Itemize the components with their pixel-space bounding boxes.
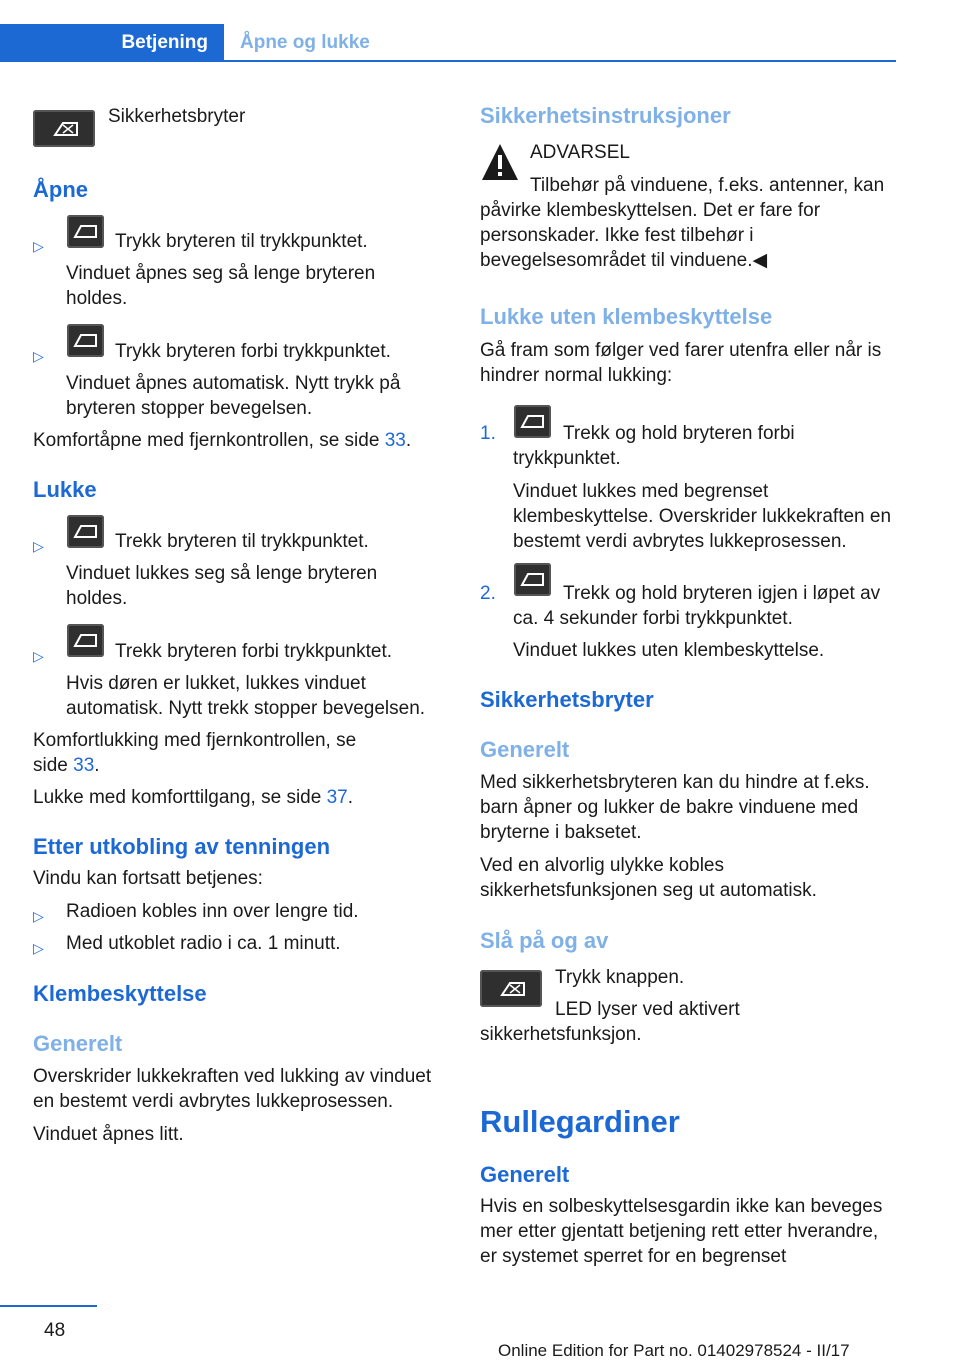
after-intro: Vindu kan fortsatt betjenes: — [33, 868, 263, 889]
page-number: 48 — [44, 1320, 66, 1341]
comfort-open-text: Komfortåpne med fjernkontrollen, se side 33. — [33, 430, 412, 451]
open-item2-desc: Vinduet åpnes automatisk. Nytt trykk på bryteren stopper bevegelsen. — [66, 373, 401, 419]
open-item1-desc: Vinduet åpnes seg så lenge bryteren holdes. — [66, 263, 376, 309]
step2-desc: Vinduet lukkes uten klembeskyttelse. — [513, 640, 825, 661]
tab-betjening[interactable]: Betjening — [0, 24, 224, 61]
switch-text1: Med sikkerhetsbryteren kan du hindre at f.eks. barn åpner og lukker de bakre vinduene med bryterne i baksetet. — [480, 772, 870, 843]
step1-desc: Vinduet lukkes med begrenset klembeskyttelse. Overskrider lukkekraften en bestemt verdi avbrytes lukkeprosessen. — [513, 481, 892, 552]
heading-safety-switch: Sikkerhetsbryter — [480, 687, 654, 712]
heading-safety-instructions: Sikkerhetsinstruksjoner — [480, 103, 731, 128]
close-item2-desc: Hvis døren er lukket, lukkes vinduet automatisk. Nytt trekk stopper bevegelsen. — [66, 673, 426, 719]
bullet-icon: ▷ — [33, 908, 44, 924]
heading-after-ignition: Etter utkobling av tenningen — [33, 834, 331, 859]
window-switch-icon — [67, 624, 104, 657]
after-item1: Radioen kobles inn over lengre tid. — [66, 901, 359, 922]
open-item1-line: Trykk bryteren til trykkpunktet. — [115, 231, 368, 252]
edition-note: Online Edition for Part no. 01402978524 - II/17 — [498, 1341, 850, 1360]
onoff-line1: Trykk knappen. — [555, 967, 685, 988]
heading-blinds: Rullegardiner — [480, 1104, 680, 1139]
heading-pinch: Klembeskyttelse — [33, 981, 207, 1006]
window-switch-icon — [67, 515, 104, 548]
comfort-open-label: Komfortåpne med fjernkontrollen, se side — [33, 430, 385, 451]
close-without-intro: Gå fram som følger ved farer utenfra eller når is hindrer normal lukking: — [480, 340, 882, 386]
subheading-general: Generelt — [480, 737, 570, 762]
comfort-access-text: Lukke med komforttilgang, se side 37. — [33, 787, 354, 808]
heading-on-off: Slå på og av — [480, 928, 609, 953]
subheading-general: Generelt — [480, 1162, 570, 1187]
bullet-icon: ▷ — [33, 238, 44, 254]
after-item2: Med utkoblet radio i ca. 1 minutt. — [66, 933, 341, 954]
warning-text: Tilbehør på vinduene, f.eks. antenner, kan påvirke klembeskyttelsen. Det er fare for personskader. Ikke fest tilbehør i bevegelsesområdet til vinduene.◀ — [480, 175, 885, 271]
header-divider — [0, 60, 896, 62]
open-item2-line: Trykk bryteren forbi trykkpunktet. — [115, 341, 391, 362]
close-item2-line: Trekk bryteren forbi trykkpunktet. — [115, 641, 393, 662]
comfort-close-label: Komfortlukking med fjernkontrollen, se side — [33, 730, 357, 776]
pinch-text2: Vinduet åpnes litt. — [33, 1124, 184, 1145]
window-switch-icon — [67, 215, 104, 248]
close-item1-desc: Vinduet lukkes seg så lenge bryteren holdes. — [66, 563, 378, 609]
safety-switch-label: Sikkerhetsbryter — [108, 106, 246, 127]
heading-close: Lukke — [33, 477, 97, 502]
heading-close-without-protection: Lukke uten klembeskyttelse — [480, 304, 773, 329]
page-link[interactable]: 33 — [384, 430, 406, 451]
pinch-text1: Overskrider lukkekraften ved lukking av vinduet en bestemt verdi avbrytes lukkeprosessen. — [33, 1066, 432, 1112]
switch-text2: Ved en alvorlig ulykke kobles sikkerhetsfunksjonen seg ut automatisk. — [480, 855, 817, 901]
bullet-icon: ▷ — [33, 648, 44, 664]
window-switch-icon — [67, 324, 104, 357]
bullet-icon: ▷ — [33, 348, 44, 364]
safety-switch-icon — [33, 110, 95, 147]
blinds-text: Hvis en solbeskyttelsesgardin ikke kan beveges mer etter gjentatt betjening rett etter hverandre, er systemet sperret for en begrenset — [480, 1196, 883, 1267]
bullet-icon: ▷ — [33, 940, 44, 956]
warning-label: ADVARSEL — [530, 142, 630, 163]
onoff-line2: LED lyser ved aktivert sikkerhetsfunksjon. — [480, 999, 740, 1045]
tab-open-close[interactable]: Åpne og lukke — [240, 32, 370, 53]
footer-divider — [0, 1305, 97, 1307]
bullet-icon: ▷ — [33, 538, 44, 554]
page-link[interactable]: 33 — [73, 755, 95, 776]
step2-line: Trekk og hold bryteren igjen i løpet av ca. 4 sekunder forbi trykkpunktet. — [513, 583, 881, 629]
subheading-general: Generelt — [33, 1031, 123, 1056]
page-link[interactable]: 37 — [326, 787, 348, 808]
step1-line: Trekk og hold bryteren forbi trykkpunktet. — [513, 423, 795, 469]
step-number: 2. — [480, 583, 496, 604]
page-header — [0, 0, 960, 62]
step-number: 1. — [480, 423, 496, 444]
close-item1-line: Trekk bryteren til trykkpunktet. — [115, 531, 369, 552]
comfort-access-label: Lukke med komforttilgang, se side — [33, 787, 327, 808]
comfort-close-text: Komfortlukking med fjernkontrollen, se side 33. — [33, 730, 357, 776]
heading-open: Åpne — [33, 177, 88, 202]
